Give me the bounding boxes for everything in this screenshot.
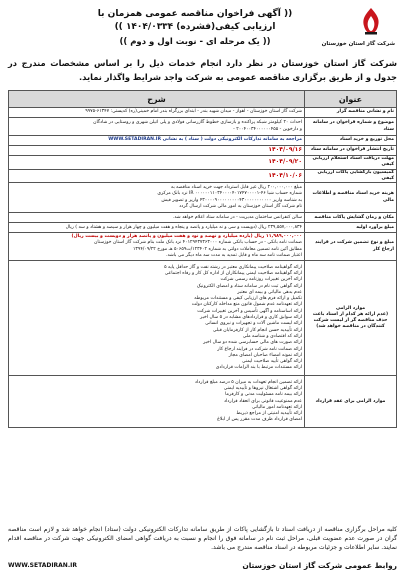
gas-flame-logo-icon [356, 6, 386, 36]
description-line: ۱۴۰۴/۰۹/۲۰ [268, 158, 302, 166]
announcement-title [80, 8, 310, 49]
row-description [9, 108, 305, 118]
table-row [9, 223, 397, 233]
description-line: ضمانت نامه بانکی - در حساب بانکی شماره ۴۰۱۲۹۴۳۷۳۶۳۰۰۰ نزد بانک ملت بنام شرکت گاز استان خوزستان [94, 240, 302, 246]
column-header-title: عنوان [305, 91, 397, 108]
table-row [9, 376, 397, 428]
description-line: مراجعه به سامانه تدارکات الکترونیکی دولت ( ستاد ) به نشانی WWW.SETADIRAN.IR [108, 137, 302, 143]
row-title: مهلت دریافت اسناد استعلام ارزیابی کیفی [305, 156, 397, 170]
row-title: محل توزیع و خرید اسناد [305, 136, 397, 146]
row-description [9, 233, 305, 261]
row-description [9, 376, 305, 428]
description-line: عدم بدهی مالیاتی و بیمه ای معتبر [237, 289, 302, 295]
description-line: احداث ۲۰ کیلومتر شبکه پراکنده و بازسازی خطوط گازرسانی فولادی و پلی اتیلن شهری و روستایی در شادگان [93, 120, 302, 126]
description-line: ۱۱,۹۸۹,۰۰۰,۰۰۰ ریال (یازده میلیارد و نهصد و نود و هفت میلیون و پانصد هزار و دویست و بیست ریال) [71, 234, 302, 240]
description-line: ارائه لیست ماشین آلات و تجهیزات و نیروی انسانی [205, 321, 302, 327]
table-row [9, 233, 397, 261]
description-line: ارائه گواهی ثبت نام در سامانه ستاد و امضای الکترونیک [196, 283, 302, 289]
description-line: ارائه کد اقتصادی و شناسه ملی [242, 333, 302, 339]
footer-signature-bar [8, 561, 397, 573]
description-line: ارائه سوابق کاری و قراردادهای مشابه در ۵ سال اخیر [200, 315, 302, 321]
description-line: ارائه گواهینامه صلاحیت ایمنی پیمانکاران از اداره کل کار و رفاه اجتماعی [164, 270, 302, 276]
company-logo [321, 6, 395, 47]
table-row [9, 213, 397, 223]
row-description [9, 169, 305, 183]
description-line: ارائه تعهدنامه امور مالیاتی [252, 404, 302, 410]
row-description [9, 261, 305, 376]
title-line-1: (( آگهی فراخوان مناقصه عمومی همزمان با ارزیابی کیفی(فشرده) ۱۴۰۴/۰۳۳۴ )) [97, 9, 293, 32]
row-title: موارد الزامی (عدم ارائه هر کدام از اسناد باعث حذف مناقصه گر از لیست شرکت کنندگان در مناقصه خواهد شد) [305, 261, 397, 376]
description-line: ۲۳۹,۵۵۷,۰۰۰,۸۳۴ ریال (دویست و سی و نه میلیارد و پانصد و پنجاه و هفت میلیون و چهار هزار و سیصد و هشتاد و سه ) ریال [65, 224, 302, 230]
description-line: اعتبار ضمانت نامه سه ماه و قابل تمدید به مدت سه ماه دیگر می باشد. [166, 252, 302, 258]
description-line: ارائه گواهی اشتغال نیروها و تأییدیه ایمنی [223, 385, 302, 391]
table-row [9, 118, 397, 136]
row-title: مکان و زمان گشایش پاکات مناقصه [305, 213, 397, 223]
table-row [9, 136, 397, 146]
row-description [9, 118, 305, 136]
description-line: شرکت گاز استان خوزستان - اهواز - میدان شهید بندر - ابتدای بزرگراه بندر امام خمینی(ره) کدپستی: ۶۱۳۴۷-۹۹۷۵ [85, 109, 302, 115]
description-line: و دارخوین - ۲۰۰۴۰۰۳۴۰۰۰۰۰۰۴۵۵ - [233, 126, 302, 132]
description-line: ارائه تعهدنامه عدم شمول قانون منع مداخله کارکنان دولت [191, 302, 302, 308]
row-title: موضوع و شماره فراخوان در سامانه ستاد [305, 118, 397, 136]
description-line: تکمیل و ارائه فرم های ارزیابی کیفی و مستندات مربوطه [194, 296, 302, 302]
setad-website-link[interactable]: WWW.SETADIRAN.IR [8, 562, 77, 569]
description-line: سالن کنفرانس ساختمان مدیریت - در سامانه ستاد اعلام خواهد شد. [172, 214, 302, 220]
description-line: ارائه صورت های مالی حسابرسی شده دو سال اخیر [203, 340, 302, 346]
row-description [9, 136, 305, 146]
intro-paragraph: شرکت گاز استان خوزستان در نظر دارد انجام خدمات ذیل را بر اساس مشخصات مندرج در جدول و از طریق برگزاری مناقصه عمومی به شرکت واجد شرایط واگذار نماید. [8, 58, 397, 82]
footer-paragraph: کلیه مراحل برگزاری مناقصه از دریافت اسناد تا بازگشایی پاکات از طریق سامانه تدارکات الکترونیکی دولت (ستاد) انجام خواهد شد و لازم است مناقصه گران در صورت عدم عضویت قبلی، مراحل ثبت نام در سامانه فوق را انجام و نسبت به دریافت گواهی امضای الکترونیکی جهت شرکت در مناقصه اقدام نمایند. سایر اطلاعات و جزئیات مربوطه در اسناد مناقصه مندرج می باشد. [8, 526, 397, 551]
description-line: ارائه نمونه امضاء صاحبان امضای مجاز [228, 352, 302, 358]
description-line: مبلغ ۲۰۰,۰۰۰,۰۰۰ ریال غیر قابل استرداد جهت خرید اسناد مناقصه به [170, 185, 302, 191]
row-description [9, 146, 305, 156]
description-line: ارائه بیمه نامه مسئولیت مدنی و کارفرما [225, 392, 302, 398]
row-description [9, 223, 305, 233]
description-line: شماره حساب شبا ۴۶-۰۰۰۰۰۰۱۱۰۳۴۰۰۰۰۴۰۱۷۴۷۰۰۰۰۱ IR نزد بانک مرکزی [157, 191, 302, 197]
row-title: هزینه خرید اسناد مناقصه و اطلاعات مالی [305, 183, 397, 213]
table-row [9, 108, 397, 118]
description-line: ارائه تضمین انجام تعهدات به میزان ۵ درصد مبلغ قرارداد [194, 379, 302, 385]
description-line: امضای قرارداد ظرف مدت مقرر پس از ابلاغ [217, 417, 302, 423]
description-line: به شناسه واریز ۴۳۰۰۰۰۹۰۰۰۰۰۰۰۰۰۴۳۰۰۰۰۰۰۰۰۰۰۰ واریز و تصویر فیش [161, 197, 302, 203]
table-row [9, 146, 397, 156]
description-line: مطابق آئین نامه تضمین معاملات دولتی به شماره ۱۲۳۴۰۲/ت۵۰۶۵۹ هـ مورخ ۱۳۹۴/۰۹/۲۲ [132, 246, 302, 252]
description-line: ارائه اساسنامه و آگهی تأسیس و آخرین تغییرات شرکت [197, 308, 302, 314]
table-row [9, 183, 397, 213]
table-row [9, 156, 397, 170]
row-description [9, 156, 305, 170]
row-title: موارد الزامی برای عقد قرارداد [305, 376, 397, 428]
row-title: نام و نشانی مناقصه گزار [305, 108, 397, 118]
description-line: ارائه گواهی تأیید صلاحیت ایمنی [242, 359, 302, 365]
row-title: تاریخ انتشار فراخوان در سامانه ستاد [305, 146, 397, 156]
row-description [9, 183, 305, 213]
header [0, 0, 405, 92]
row-description [9, 213, 305, 223]
description-line: ارائه آخرین تغییرات روزنامه رسمی شرکت [220, 277, 302, 283]
description-line: عدم ممنوعیت قانونی برای انعقاد قرارداد [224, 398, 302, 404]
description-line: ارائه مستندات مرتبط با بند الزامات قراردادی [215, 365, 302, 371]
signature-public-relations: روابط عمومی شرکت گاز استان خوزستان [242, 561, 397, 570]
logo-text: شرکت گاز استان خوزستان [321, 41, 395, 47]
description-line: ارائه ضمانت نامه شرکت در فرایند ارجاع کار [217, 346, 302, 352]
row-title: کمیسیون بازگشایی پاکات ارزیابی کیفی [305, 169, 397, 183]
table-header-row [9, 91, 397, 108]
row-title: مبلغ برآورد اولیه [305, 223, 397, 233]
column-header-description: شرح [9, 91, 305, 108]
table-row [9, 261, 397, 376]
description-line: ارائه گواهینامه صلاحیت پیمانکاری معتبر در رشته نفت و گاز حداقل پایه ۵ [164, 264, 302, 270]
description-line: ۱۴۰۴/۱۰/۰۶ [268, 171, 302, 179]
tender-details-table [8, 90, 397, 428]
title-line-2: (( یک مرحله ای - نوبت اول و دوم )) [119, 37, 271, 47]
row-title: مبلغ و نوع تضمین شرکت در فرایند ارجاع کار [305, 233, 397, 261]
description-line: نام شرکت گاز استان خوزستان به امور مالی شرکت ارسال گردد [179, 203, 302, 209]
description-line: ارائه تأییدیه حسن انجام کار از کارفرمایان قبلی [212, 327, 302, 333]
description-line: ارائه تأییدیه امنیتی از مراجع ذیربط [236, 411, 302, 417]
table-row [9, 169, 397, 183]
description-line: ۱۴۰۴/۰۹/۱۶ [268, 146, 302, 154]
